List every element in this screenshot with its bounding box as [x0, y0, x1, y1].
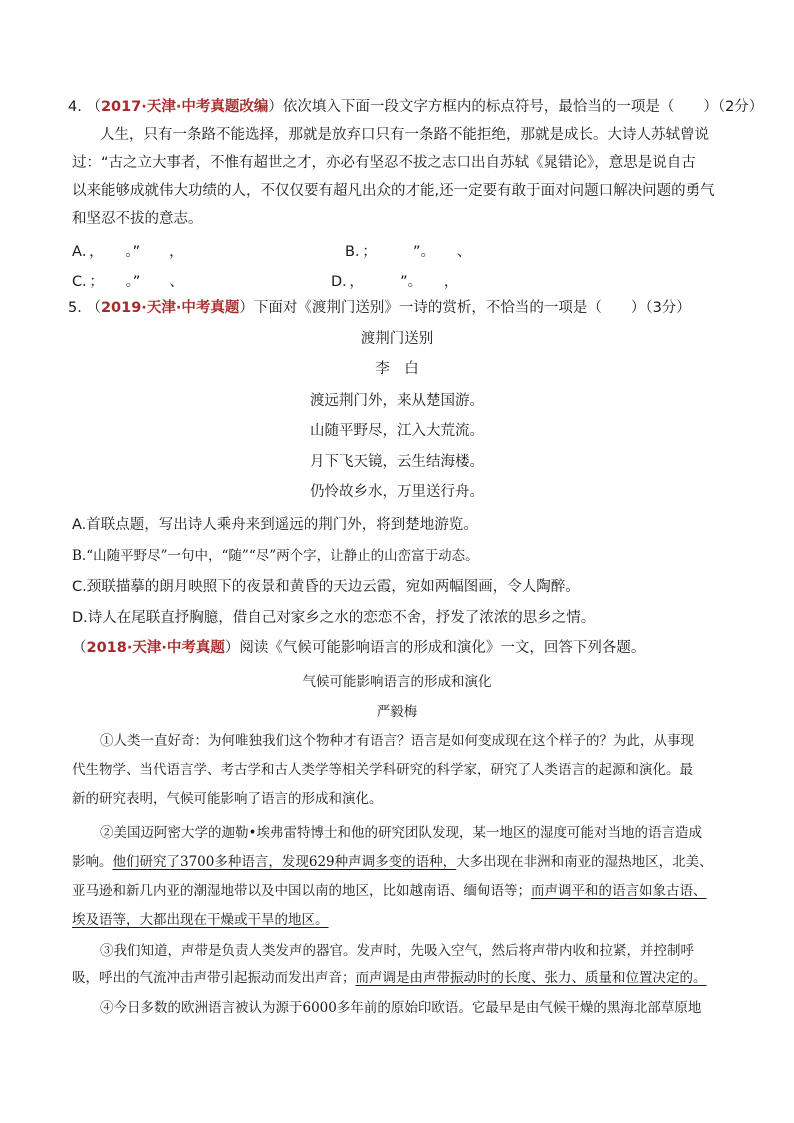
poem-title: 渡荆门送别 — [360, 331, 434, 347]
q5-option-b[interactable]: B.“山随平野尽”一句中，“随”“尽”两个字，让静止的山峦富于动态。 — [72, 548, 479, 564]
q4-stem: 依次填入下面一段文字方框内的标点符号，最恰当的一项是（ ）（2分） — [282, 99, 764, 115]
para4-line-1: ④今日多数的欧洲语言被认为源于6000多年前的原始印欧语。它最早是由气候干燥的黑海北部草原地 — [100, 1000, 702, 1016]
q5-number: 5. — [68, 300, 82, 316]
para3-line-1: ③我们知道，声带是负责人类发声的器官。发声时，先吸入空气，然后将声带内收和拉紧，并控制呼 — [100, 943, 694, 959]
para3-underlined: 而声调是由声带振动时的长度、张力、质量和位置决定的。 — [355, 970, 707, 986]
poem-line-3: 月下飞天镜，云生结海楼。 — [310, 454, 484, 470]
q4-passage-line-1: 人生，只有一条路不能选择，那就是放弃口只有一条路不能拒绝，那就是成长。大诗人苏轼曾说 — [100, 127, 709, 143]
q5-option-c[interactable]: C.颈联描摹的朗月映照下的夜景和黄昏的天边云霞，宛如两幅图画，令人陶醉。 — [72, 579, 580, 595]
q4-option-b[interactable]: B．； ”。 、 — [345, 244, 472, 260]
reading-stem: 阅读《气候可能影响语言的形成和演化》一文，回答下列各题。 — [239, 640, 646, 656]
para2-underlined-2: 而声调平和的语言如象古语、 — [531, 883, 707, 899]
poem-author: 李 白 — [375, 361, 419, 377]
poem-line-1: 渡远荆门外，来从楚国游。 — [310, 393, 484, 409]
q4-option-c[interactable]: C．； 。” 、 — [72, 274, 184, 290]
q5-option-d[interactable]: D.诗人在尾联直抒胸臆，借自己对家乡之水的恋恋不舍，抒发了浓浓的思乡之情。 — [72, 610, 596, 626]
q4-passage-line-2: 过：“古之立大事者，不惟有超世之才，亦必有坚忍不拔之志口出自苏轼《晁错论》，意思是说自古 — [72, 155, 696, 171]
q4-passage-line-3: 以来能够成就伟大功绩的人，不仅仅要有超凡出众的才能,还一定要有敢于面对问题口解决问题的勇气 — [72, 183, 715, 199]
q5-stem: 下面对《渡荆门送别》一诗的赏析，不恰当的一项是（ ）（3分） — [253, 300, 691, 316]
para1-line-2: 代生物学、当代语言学、考古学和古人类学等相关学科研究的科学家，研究了人类语言的起源和演化。最 — [72, 762, 693, 778]
q4-passage-line-4: 和坚忍不拔的意志。 — [72, 211, 203, 227]
q4-option-d[interactable]: D．， ”。 ， — [331, 274, 459, 290]
reading-header — [72, 638, 645, 658]
q5-source: （2019·天津·中考真题） — [86, 300, 254, 316]
q5-header — [68, 298, 691, 318]
para1-line-3: 新的研究表明，气候可能影响了语言的形成和演化。 — [72, 791, 383, 807]
poem-line-2: 山随平野尽，江入大荒流。 — [310, 423, 484, 439]
q4-number: 4. — [68, 99, 82, 115]
para2-underlined-1: 他们研究了3700多种语言，发现629种声调多变的语种， — [112, 854, 457, 870]
reading-source: （2018·天津·中考真题） — [72, 640, 240, 656]
para1-line-1: ①人类一直好奇：为何唯独我们这个物种才有语言？语言是如何变成现在这个样子的？为此，从事现 — [100, 733, 694, 749]
q4-option-a[interactable]: A．， 。” ， — [72, 244, 184, 260]
article-author: 严毅梅 — [376, 704, 418, 720]
poem-line-4: 仍怜故乡水，万里送行舟。 — [310, 484, 484, 500]
para2-line-3: 亚马逊和新几内亚的潮湿地带以及中国以南的地区，比如越南语、缅甸语等；而声调平和的语言如象古语、 — [72, 883, 707, 899]
q5-option-a[interactable]: A.首联点题，写出诗人乘舟来到遥远的荆门外，将到楚地游览。 — [72, 517, 478, 533]
q4-source: （2017·天津·中考真题改编） — [86, 99, 283, 115]
para2-line-1: ②美国迈阿密大学的迦勒•埃弗雷特博士和他的研究团队发现，某一地区的湿度可能对当地的语言造成 — [100, 825, 702, 841]
para2-line-2: 影响。他们研究了3700多种语言，发现629种声调多变的语种，大多出现在非洲和南亚的湿热地区，北美、 — [72, 854, 713, 870]
para3-line-2: 吸，呼出的气流冲击声带引起振动而发出声音；而声调是由声带振动时的长度、张力、质量和位置决定的。 — [72, 970, 707, 986]
q4-header — [68, 97, 763, 117]
article-title: 气候可能影响语言的形成和演化 — [302, 674, 492, 690]
para2-line-4: 埃及语等，大都出现在干燥或干旱的地区。 — [72, 912, 329, 928]
